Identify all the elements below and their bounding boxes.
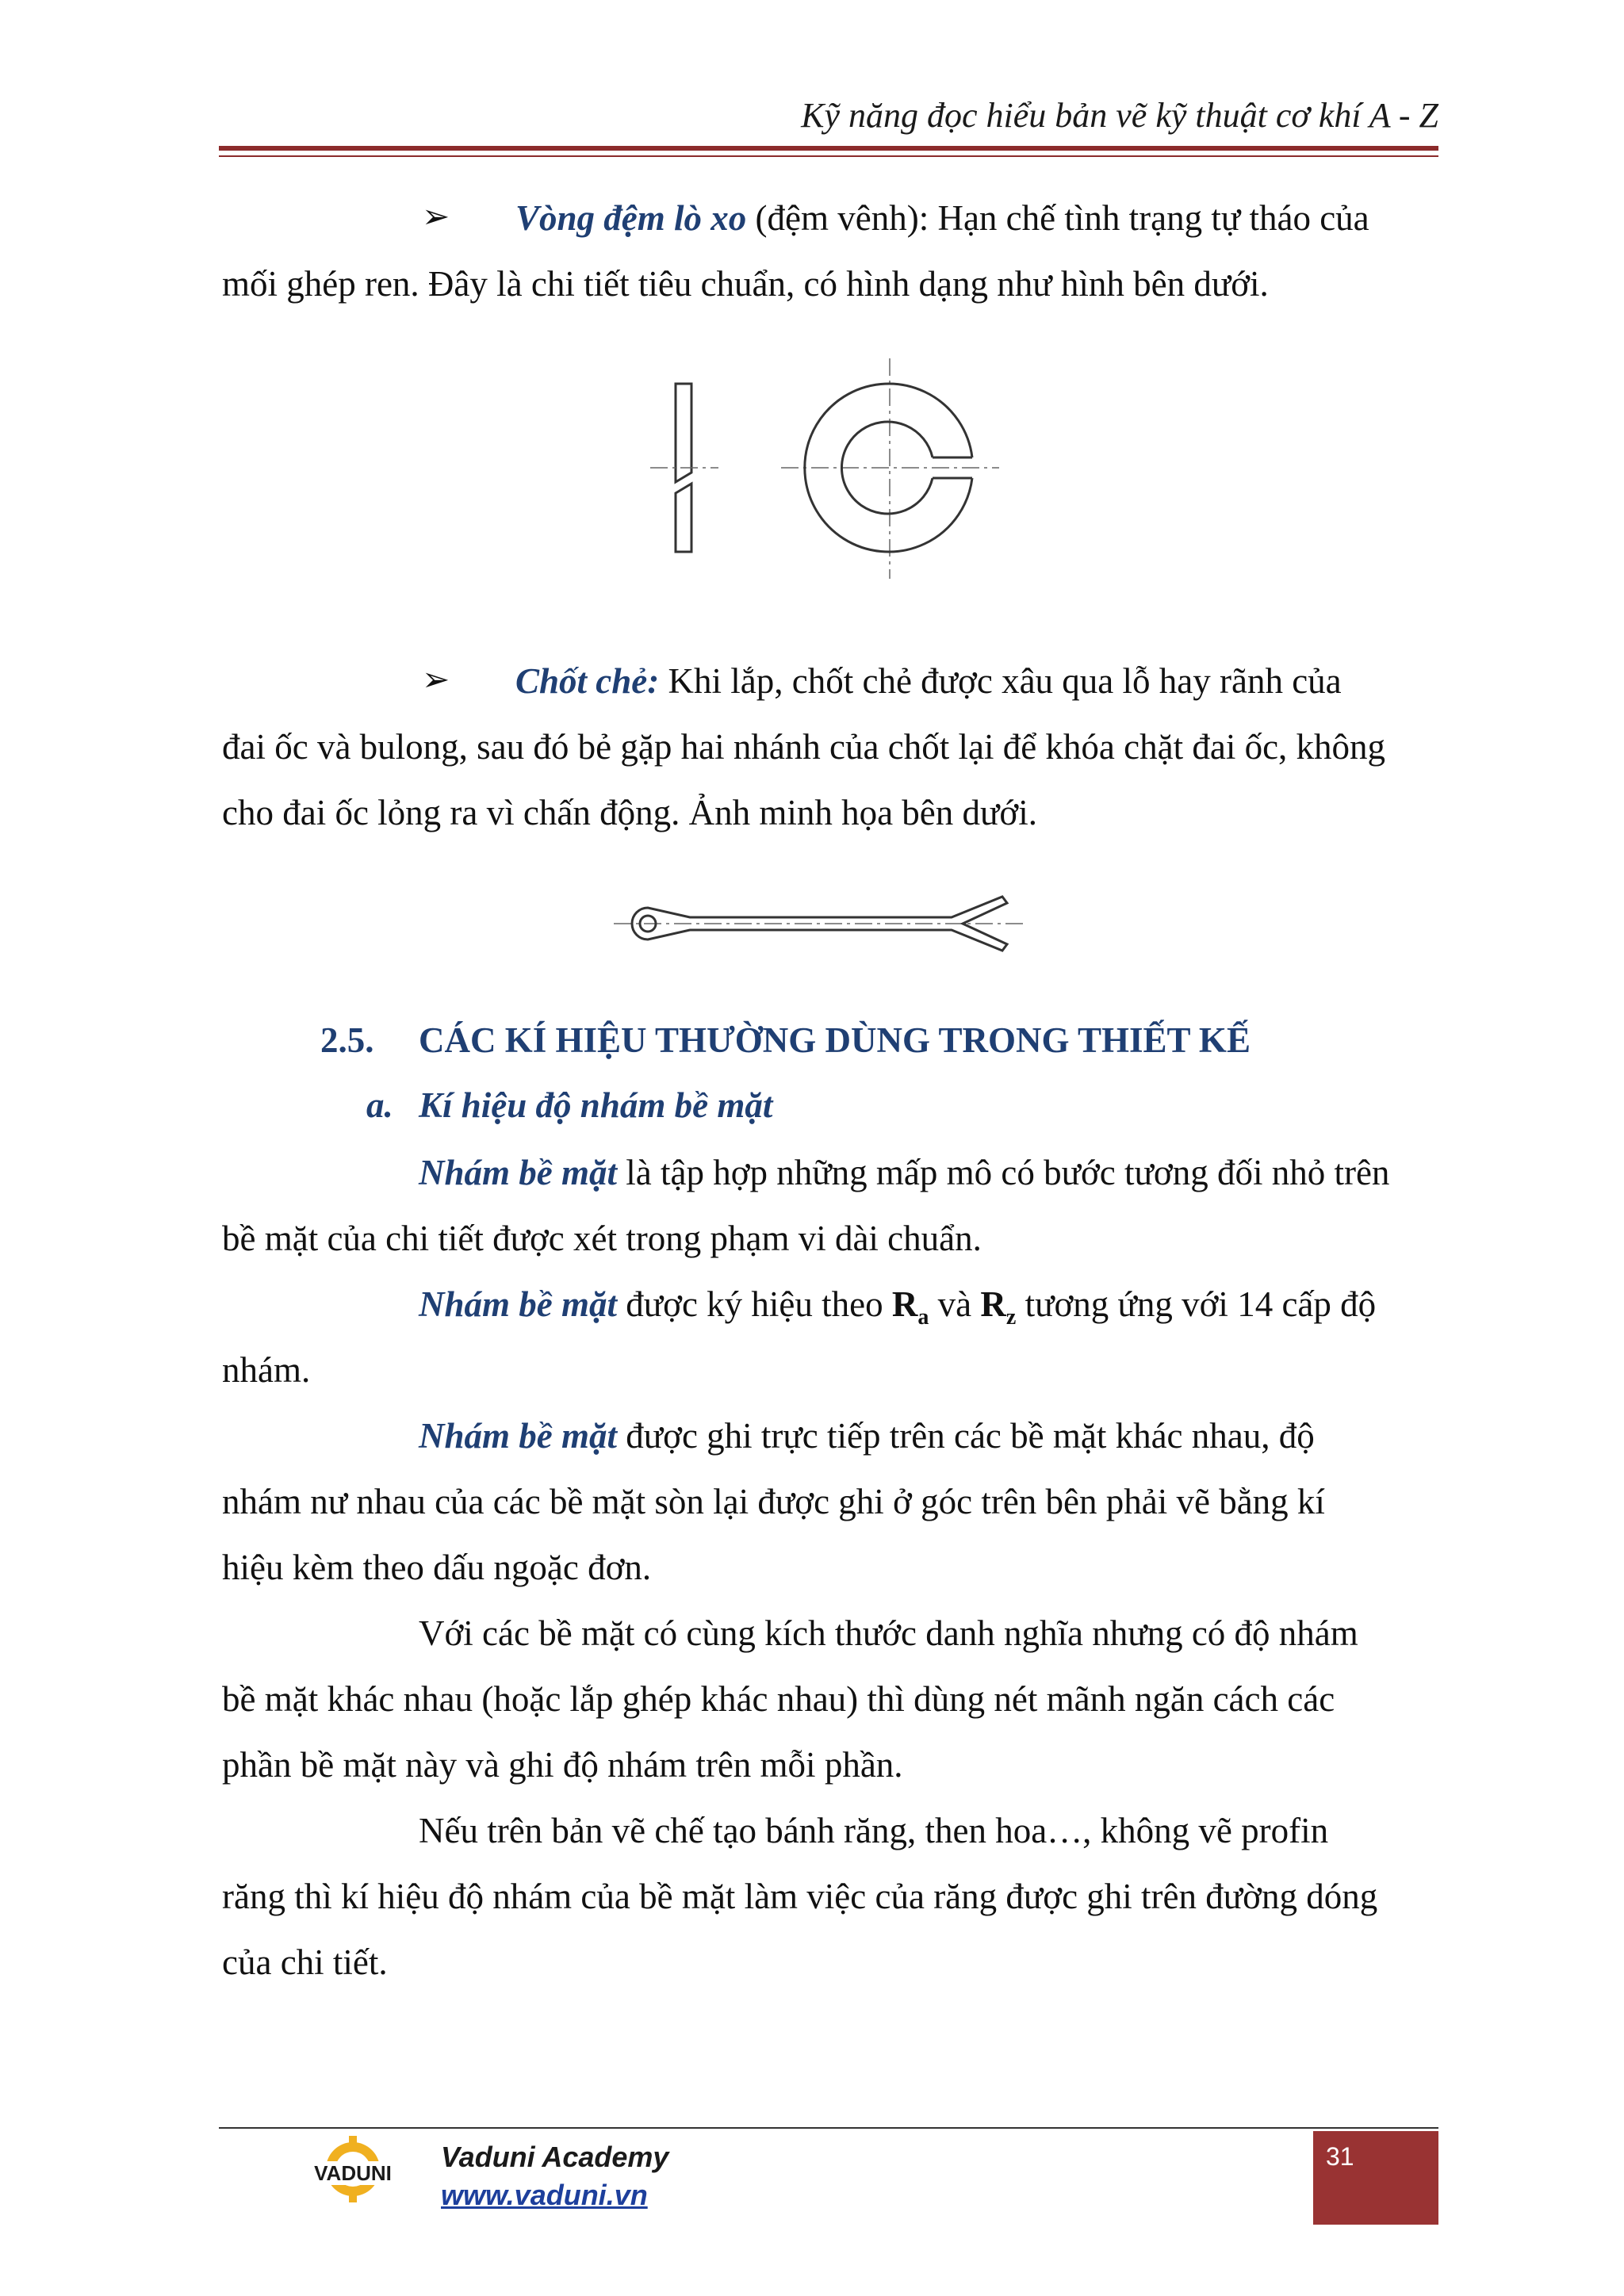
subsection-heading: Kí hiệu độ nhám bề mặt [419,1085,773,1125]
roughness-notation-line2: nhám. [222,1350,311,1390]
vaduni-logo [285,2133,420,2212]
roughness-definition-text: là tập hợp những mấp mô có bước tương đối nhỏ trên [617,1153,1390,1192]
roughness-marking-line3: hiệu kèm theo dấu ngoặc đơn. [222,1548,652,1587]
section-number: 2.5. [320,1020,374,1060]
ra-symbol: $R_a$ [891,1284,929,1330]
spring-washer-paragraph [222,186,1435,251]
roughness-term: Nhám bề mặt [419,1284,618,1324]
roughness-definition-line2: bề mặt của chi tiết được xét trong phạm vi dài chuẩn. [222,1219,982,1258]
header-rule-thin [219,155,1438,157]
cotter-pin-term: Chốt chẻ: [515,661,660,701]
document-header-title: Kỹ năng đọc hiểu bản vẽ kỹ thuật cơ khí A - Z [801,96,1438,135]
roughness-marking-line2: nhám nư nhau của các bề mặt sòn lại được ghi ở góc trên bên phải vẽ bằng kí [222,1482,1325,1521]
bullet-arrow-icon: ➢ [422,662,450,698]
footer-rule [219,2127,1438,2129]
nominal-size-paragraph: Với các bề mặt có cùng kích thước danh nghĩa nhưng có độ nhám [419,1613,1358,1653]
footer-website-link[interactable]: www.vaduni.vn [441,2179,648,2211]
spring-washer-text: (đệm vênh): Hạn chế tình trạng tự tháo của [746,198,1369,238]
roughness-term: Nhám bề mặt [419,1153,618,1192]
roughness-marking-paragraph [222,1403,1435,1469]
cotter-pin-line3: cho đai ốc lỏng ra vì chấn động. Ảnh minh họa bên dưới. [222,793,1037,832]
spring-washer-drawing [634,349,1015,587]
roughness-term: Nhám bề mặt [419,1416,618,1456]
spring-washer-line2: mối ghép ren. Đây là chi tiết tiêu chuẩn, có hình dạng như hình bên dưới. [222,264,1269,304]
roughness-notation-paragraph: Nhám bề mặt được ký hiệu theo $R_a$ và $R_z$ tương ứng với 14 cấp độ [419,1284,1377,1330]
roughness-notation-text: được ký hiệu theo [617,1284,892,1324]
cotter-pin-drawing [611,892,1031,955]
gear-drawing-line2: răng thì kí hiệu độ nhám của bề mặt làm việc của răng được ghi trên đường dóng [222,1877,1378,1916]
gear-drawing-paragraph: Nếu trên bản vẽ chế tạo bánh răng, then hoa…, không vẽ profin [419,1811,1329,1850]
section-heading: CÁC KÍ HIỆU THƯỜNG DÙNG TRONG THIẾT KẾ [419,1020,1251,1060]
roughness-marking-text: được ghi trực tiếp trên các bề mặt khác nhau, độ [617,1416,1315,1456]
roughness-definition-paragraph [222,1140,1435,1206]
cotter-pin-paragraph [222,649,1435,714]
spring-washer-term: Vòng đệm lò xo [515,198,747,238]
rz-symbol: $R_z$ [980,1284,1017,1330]
bullet-arrow-icon: ➢ [422,199,450,235]
svg-text:VADUNI: VADUNI [314,2161,392,2185]
cotter-pin-text: Khi lắp, chốt chẻ được xâu qua lỗ hay rãnh của [659,661,1342,701]
subsection-letter: a. [366,1085,393,1125]
gear-drawing-line3: của chi tiết. [222,1942,388,1982]
footer-academy-name: Vaduni Academy [441,2141,669,2173]
nominal-size-line3: phần bề mặt này và ghi độ nhám trên mỗi phần. [222,1745,903,1785]
header-rule [219,146,1438,151]
page-number: 31 [1326,2142,1354,2171]
nominal-size-line2: bề mặt khác nhau (hoặc lắp ghép khác nhau) thì dùng nét mãnh ngăn cách các [222,1679,1335,1719]
cotter-pin-line2: đai ốc và bulong, sau đó bẻ gặp hai nhánh của chốt lại để khóa chặt đai ốc, không [222,727,1386,767]
